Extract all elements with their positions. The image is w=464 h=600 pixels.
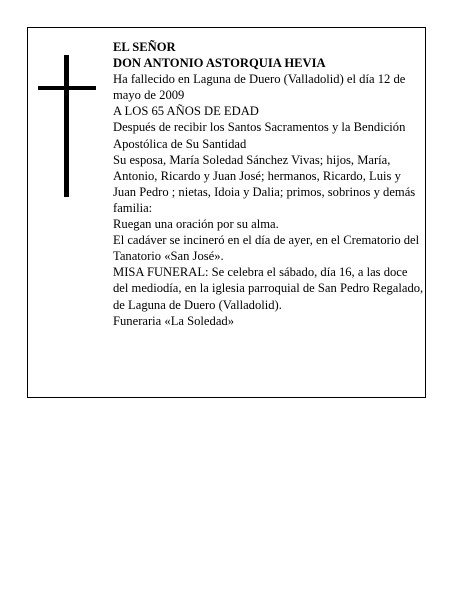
deceased-title: EL SEÑOR bbox=[113, 40, 176, 54]
funeral-home-paragraph: Funeraria «La Soledad» bbox=[113, 313, 234, 328]
cross-horizontal-bar bbox=[38, 86, 96, 90]
cremation-paragraph: El cadáver se incineró en el día de ayer, en el Crematorio del Tanatorio «San José». bbox=[113, 233, 420, 264]
age-paragraph: A LOS 65 AÑOS DE EDAD bbox=[113, 104, 259, 119]
funeral-mass-paragraph: MISA FUNERAL: Se celebra el sábado, día 16, a las doce del mediodía, en la iglesia parroquial de San Pedro Regalado, de Laguna de Duero (Valladolid). bbox=[113, 265, 424, 312]
cross-vertical-bar bbox=[64, 55, 69, 197]
obituary-text bbox=[113, 39, 425, 329]
sacraments-paragraph: Después de recibir los Santos Sacramentos y la Bendición Apostólica de Su Santidad bbox=[113, 120, 406, 151]
cross-icon bbox=[38, 55, 96, 197]
death-date-paragraph: Ha fallecido en Laguna de Duero (Valladolid) el día 12 de mayo de 2009 bbox=[113, 72, 406, 103]
prayer-paragraph: Ruegan una oración por su alma. bbox=[113, 217, 279, 232]
family-paragraph: Su esposa, María Soledad Sánchez Vivas; hijos, María, Antonio, Ricardo y Juan José; hermanos, Ricardo, Luis y Juan Pedro ; nietas, Idoia y Dalia; primos, sobrinos y demás familia: bbox=[113, 152, 416, 215]
deceased-name: DON ANTONIO ASTORQUIA HEVIA bbox=[113, 56, 326, 71]
